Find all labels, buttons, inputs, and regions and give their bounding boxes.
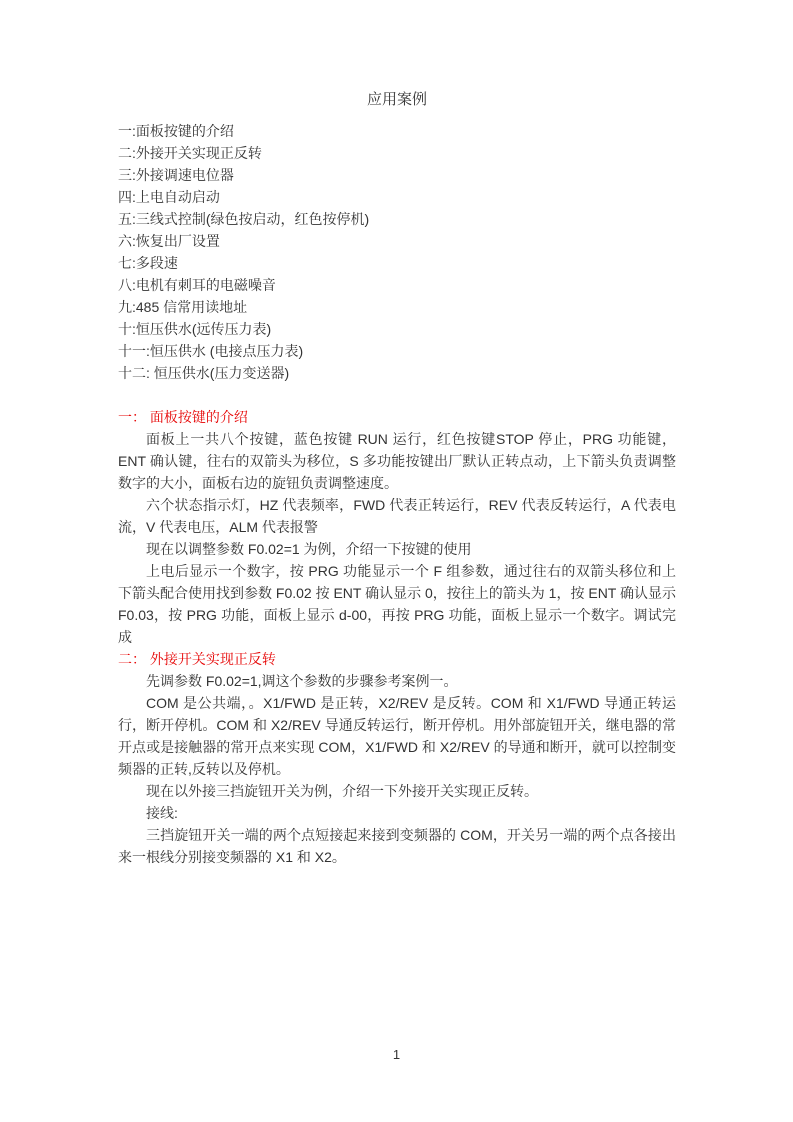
toc-item: 一:面板按键的介绍	[118, 123, 234, 139]
page-title: 应用案例	[366, 91, 427, 108]
paragraph: 先调参数 F0.02=1,调这个参数的步骤参考案例一。	[146, 673, 458, 689]
section-external-switch	[118, 648, 676, 868]
table-of-contents	[118, 120, 676, 384]
toc-item: 六:恢复出厂设置	[118, 233, 220, 249]
section-panel-keys	[118, 406, 676, 648]
toc-item: 五:三线式控制(绿色按启动，红色按停机)	[118, 211, 370, 227]
toc-item: 十一:恒压供水 (电接点压力表)	[118, 343, 304, 359]
section-heading: 一： 面板按键的介绍	[118, 409, 248, 425]
paragraph: 上电后显示一个数字，按 PRG 功能显示一个 F 组参数，通过往右的双箭头移位和上下箭头配合使用找到参数 F0.02 按 ENT 确认显示 0，按往上的箭头为 1，按 ENT 确认显示 F0.03，按 PRG 功能，面板上显示 d-00，再按 PRG 功能，面板上显示一个数字。调试完成	[118, 563, 676, 645]
toc-item: 九:485 信常用读地址	[118, 299, 248, 315]
toc-item: 十二: 恒压供水(压力变送器)	[118, 365, 290, 381]
toc-item: 三:外接调速电位器	[118, 167, 234, 183]
section-heading: 二： 外接开关实现正反转	[118, 651, 276, 667]
paragraph: 三挡旋钮开关一端的两个点短接起来接到变频器的 COM，开关另一端的两个点各接出来一根线分别接变频器的 X1 和 X2。	[118, 827, 676, 865]
paragraph: 面板上一共八个按键，蓝色按键 RUN 运行，红色按键STOP 停止，PRG 功能键，ENT 确认键，往右的双箭头为移位，S 多功能按键出厂默认正转点动，上下箭头负责调整数字的大小，面板右边的旋钮负责调整速度。	[118, 431, 676, 491]
toc-item: 七:多段速	[118, 255, 178, 271]
paragraph: 六个状态指示灯，HZ 代表频率，FWD 代表正转运行，REV 代表反转运行，A 代表电流，V 代表电压，ALM 代表报警	[118, 497, 676, 535]
toc-item: 十:恒压供水(远传压力表)	[118, 321, 272, 337]
page-number: 1	[392, 1047, 401, 1062]
toc-item: 二:外接开关实现正反转	[118, 145, 262, 161]
paragraph: 现在以调整参数 F0.02=1 为例，介绍一下按键的使用	[146, 541, 472, 557]
toc-item: 八:电机有刺耳的电磁噪音	[118, 277, 276, 293]
paragraph: COM 是公共端，。X1/FWD 是正转，X2/REV 是反转。COM 和 X1/FWD 导通正转运行，断开停机。COM 和 X2/REV 导通反转运行，断开停机。用外部旋钮开关，继电器的常开点或是接触器的常开点来实现 COM，X1/FWD 和 X2/REV 的导通和断开，就可以控制变频器的正转,反转以及停机。	[118, 695, 676, 777]
toc-item: 四:上电自动启动	[118, 189, 220, 205]
paragraph: 现在以外接三挡旋钮开关为例，介绍一下外接开关实现正反转。	[146, 783, 538, 799]
paragraph: 接线:	[146, 805, 178, 821]
